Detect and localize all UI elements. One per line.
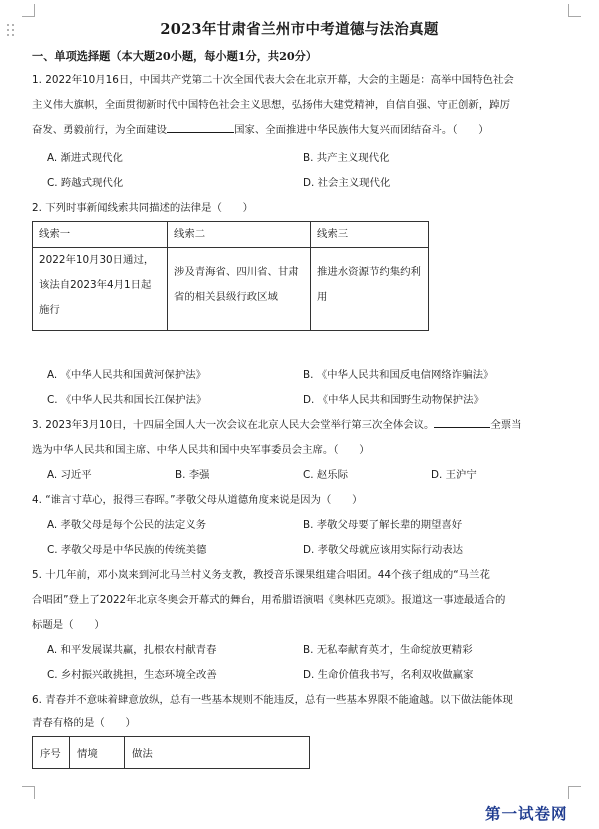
table-row — [33, 248, 429, 331]
page-title: 2023年甘肃省兰州市中考道德与法治真题 — [160, 21, 439, 38]
question-3-text-part: 3. 2023年3月10日，十四届全国人大一次会议在北京人民大会堂举行第三次全体会议。 — [32, 419, 435, 431]
option-b[interactable]: B. 共产主义现代化 — [303, 152, 390, 164]
question-5-text: 合唱团”登上了2022年北京冬奥会开幕式的舞台，用希腊语演唱《奥林匹克颂》。报道这一事迹最适合的 — [32, 594, 506, 606]
page-corner-mark — [22, 4, 35, 17]
question-6-text: 6. 青春并不意味着肆意放纵，总有一些基本规则不能违反，总有一些基本界限不能逾越。以下做法能体现 — [32, 694, 513, 706]
page-corner-mark — [568, 4, 581, 17]
question-1-text-part: 国家、全面推进中华民族伟大复兴而团结奋斗。（ ） — [234, 124, 489, 136]
option-c[interactable]: C. 赵乐际 — [303, 469, 349, 481]
table-header-cell: 线索二 — [168, 222, 311, 248]
option-c[interactable]: C. 孝敬父母是中华民族的传统美德 — [47, 544, 207, 556]
question-1-text — [32, 121, 489, 136]
section-heading: 一、单项选择题（本大题20小题，每小题1分，共20分） — [32, 49, 318, 63]
clue-table — [32, 221, 429, 331]
fill-blank — [167, 123, 234, 133]
question-3-text-part: 全票当 — [490, 419, 522, 431]
option-d[interactable]: D. 《中华人民共和国野生动物保护法》 — [303, 394, 484, 406]
question-6-text: 青春有格的是（ ） — [32, 717, 136, 729]
option-c[interactable]: C. 跨越式现代化 — [47, 177, 124, 189]
option-d[interactable]: D. 社会主义现代化 — [303, 177, 391, 189]
table-header-cell: 线索一 — [33, 222, 168, 248]
question-5-text: 5. 十几年前，邓小岚来到河北马兰村义务支教，教授音乐课果组建合唱团。44个孩子组成的“马兰花 — [32, 569, 490, 581]
option-b[interactable]: B. 《中华人民共和国反电信网络诈骗法》 — [303, 369, 494, 381]
question-1-text: 1. 2022年10月16日，中国共产党第二十次全国代表大会在北京开幕，大会的主题是：高举中国特色社会 — [32, 74, 514, 86]
watermark: 第一试卷网 — [485, 805, 568, 823]
option-d[interactable]: D. 孝敬父母就应该用实际行动表达 — [303, 544, 464, 556]
question-4-text: 4. “谁言寸草心，报得三春晖。”孝敬父母从道德角度来说是因为（ ） — [32, 494, 363, 506]
table-header-cell: 做法 — [125, 737, 310, 769]
option-c[interactable]: C. 乡村振兴敢挑担，生态环境全改善 — [47, 669, 217, 681]
option-a[interactable]: A. 和平发展谋共赢，扎根农村献青春 — [47, 644, 217, 656]
question-5-text: 标题是（ ） — [32, 619, 105, 631]
option-c[interactable]: C. 《中华人民共和国长江保护法》 — [47, 394, 207, 406]
option-a[interactable]: A. 《中华人民共和国黄河保护法》 — [47, 369, 206, 381]
table-header-cell: 线索三 — [311, 222, 429, 248]
option-d[interactable]: D. 生命价值我书写，名利双收做赢家 — [303, 669, 474, 681]
table-header-cell: 序号 — [33, 737, 70, 769]
table-cell: 涉及青海省、四川省、甘肃省的相关县级行政区域 — [168, 248, 311, 331]
option-a[interactable]: A. 习近平 — [47, 469, 92, 481]
fill-blank — [434, 418, 490, 428]
table-cell: 2022年10月30日通过，该法自2023年4月1日起施行 — [33, 248, 168, 331]
table-cell: 推进水资源节约集约利用 — [311, 248, 429, 331]
table-row — [33, 737, 310, 769]
option-a[interactable]: A. 孝敬父母是每个公民的法定义务 — [47, 519, 206, 531]
option-a[interactable]: A. 渐进式现代化 — [47, 152, 123, 164]
question-1-text: 主义伟大旗帜，全面贯彻新时代中国特色社会主义思想，弘扬伟大建党精神，自信自强、守正创新，踔厉 — [32, 99, 510, 111]
option-b[interactable]: B. 孝敬父母要了解长辈的期望喜好 — [303, 519, 463, 531]
question-3-text: 选为中华人民共和国主席、中华人民共和国中央军事委员会主席。（ ） — [32, 444, 370, 456]
scenario-table — [32, 736, 310, 769]
page-corner-mark — [22, 786, 35, 799]
option-d[interactable]: D. 王沪宁 — [431, 469, 477, 481]
table-header-cell: 情境 — [70, 737, 125, 769]
table-row — [33, 222, 429, 248]
question-3-text — [32, 416, 522, 431]
page-corner-mark — [568, 786, 581, 799]
option-b[interactable]: B. 李强 — [175, 469, 210, 481]
option-b[interactable]: B. 无私奉献育英才，生命绽放更精彩 — [303, 644, 473, 656]
question-1-text-part: 奋发、勇毅前行，为全面建设 — [32, 124, 168, 136]
question-2-text: 2. 下列时事新闻线索共同描述的法律是（ ） — [32, 202, 254, 214]
